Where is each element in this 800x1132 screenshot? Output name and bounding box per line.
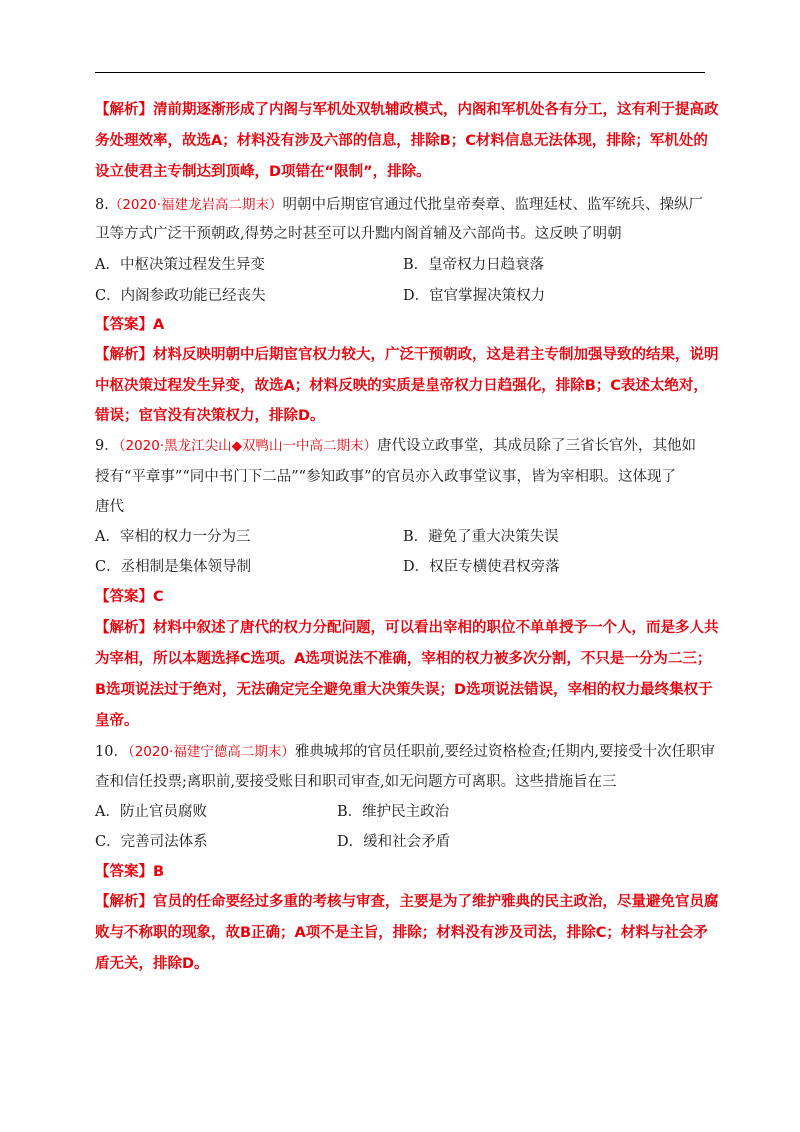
q10-analysis-line-3: 盾无关，排除D。 — [95, 956, 209, 972]
q8-stem-line-1 — [95, 193, 703, 214]
q8-stem-line-2: 卫等方式广泛干预朝政,得势之时甚至可以升黜内阁首辅及六部尚书。这反映了明朝 — [95, 226, 622, 242]
q8-number: 8. — [95, 197, 109, 213]
q8-stem-text-1: 明朝中后期宦官通过代批皇帝奏章、监理廷杖、监军统兵、操纵厂 — [282, 197, 703, 213]
q9-analysis-line-2: 为宰相，所以本题选择C选项。A选项说法不准确，宰相的权力被多次分割，不只是一分为二三； — [95, 651, 712, 667]
q8-option-b: B．皇帝权力日趋衰落 — [403, 257, 545, 273]
q9-stem-line-1 — [95, 434, 696, 455]
q9-option-d: D．权臣专横使君权旁落 — [403, 559, 560, 575]
q10-analysis-line-2: 败与不称职的现象，故B正确；A项不是主旨，排除；材料没有涉及司法，排除C；材料与社会矛 — [95, 925, 708, 941]
q9-source: （2020·黑龙江尖山◆双鸭山一中高二期末） — [118, 438, 378, 454]
q10-number: 10． — [95, 744, 128, 760]
q7-analysis-line-1: 【解析】清前期逐渐形成了内阁与军机处双轨辅政模式，内阁和军机处各有分工，这有利于提高政 — [95, 102, 719, 118]
q9-stem-line-2: 授有“平章事”“同中书门下二品”“参知政事”的官员亦入政事堂议事，皆为宰相职。这体现了 — [95, 469, 676, 485]
q7-analysis-line-2: 务处理效率，故选A；材料没有涉及六部的信息，排除B；C材料信息无法体现，排除；军机处的 — [95, 133, 708, 149]
q10-answer: 【答案】B — [95, 864, 165, 880]
q9-option-c: C．丞相制是集体领导制 — [95, 559, 252, 575]
q9-option-a: A．宰相的权力一分为三 — [95, 529, 251, 545]
q8-option-c: C．内阁参政功能已经丧失 — [95, 288, 266, 304]
q8-analysis-line-2: 中枢决策过程发生异变，故选A；材料反映的实质是皇帝权力日趋强化，排除B；C表述太绝对， — [95, 378, 708, 394]
q9-analysis-line-3: B选项说法过于绝对，无法确定完全避免重大决策失误；D选项说法错误，宰相的权力最终集权于 — [95, 682, 713, 698]
q9-analysis-line-1: 【解析】材料中叙述了唐代的权力分配问题，可以看出宰相的职位不单单授予一个人，而是多人共 — [95, 620, 719, 636]
header-rule — [95, 72, 705, 73]
q10-option-a: A．防止官员腐败 — [95, 804, 207, 820]
q10-analysis-line-1: 【解析】官员的任命要经过多重的考核与审查，主要是为了维护雅典的民主政治，尽量避免官员腐 — [95, 894, 719, 910]
q7-analysis-line-3: 设立使君主专制达到顶峰，D项错在“限制”，排除。 — [95, 164, 431, 180]
q9-option-b: B．避免了重大决策失误 — [403, 529, 559, 545]
q9-stem-text-1: 唐代设立政事堂，其成员除了三省长官外，其他如 — [377, 438, 697, 454]
q8-option-d: D．宦官掌握决策权力 — [403, 288, 546, 304]
q9-stem-line-3: 唐代 — [95, 499, 124, 515]
q10-stem-text-1: 雅典城邦的官员任职前,要经过资格检查;任期内,要接受十次任职审 — [294, 744, 715, 760]
q8-option-a: A．中枢决策过程发生异变 — [95, 257, 265, 273]
q9-number: 9． — [95, 438, 119, 454]
q8-source: （2020·福建龙岩高二期末） — [108, 197, 283, 213]
q8-analysis-line-3: 错误；宦官没有决策权力，排除D。 — [95, 408, 325, 424]
q10-option-c: C．完善司法体系 — [95, 834, 208, 850]
q10-stem-line-2: 查和信任投票;离职前,要接受账目和职司审查,如无问题方可离职。这些措施旨在三 — [95, 774, 617, 790]
q9-analysis-line-4: 皇帝。 — [95, 713, 139, 729]
q9-answer: 【答案】C — [95, 589, 164, 605]
q10-option-d: D．缓和社会矛盾 — [337, 834, 451, 850]
q10-source: （2020·福建宁德高二期末） — [127, 744, 295, 760]
q10-option-b: B．维护民主政治 — [337, 804, 450, 820]
q8-analysis-line-1: 【解析】材料反映明朝中后期宦官权力较大，广泛干预朝政，这是君主专制加强导致的结果，说明 — [95, 347, 719, 363]
q10-stem-line-1 — [95, 740, 715, 761]
q8-answer: 【答案】A — [95, 317, 165, 333]
